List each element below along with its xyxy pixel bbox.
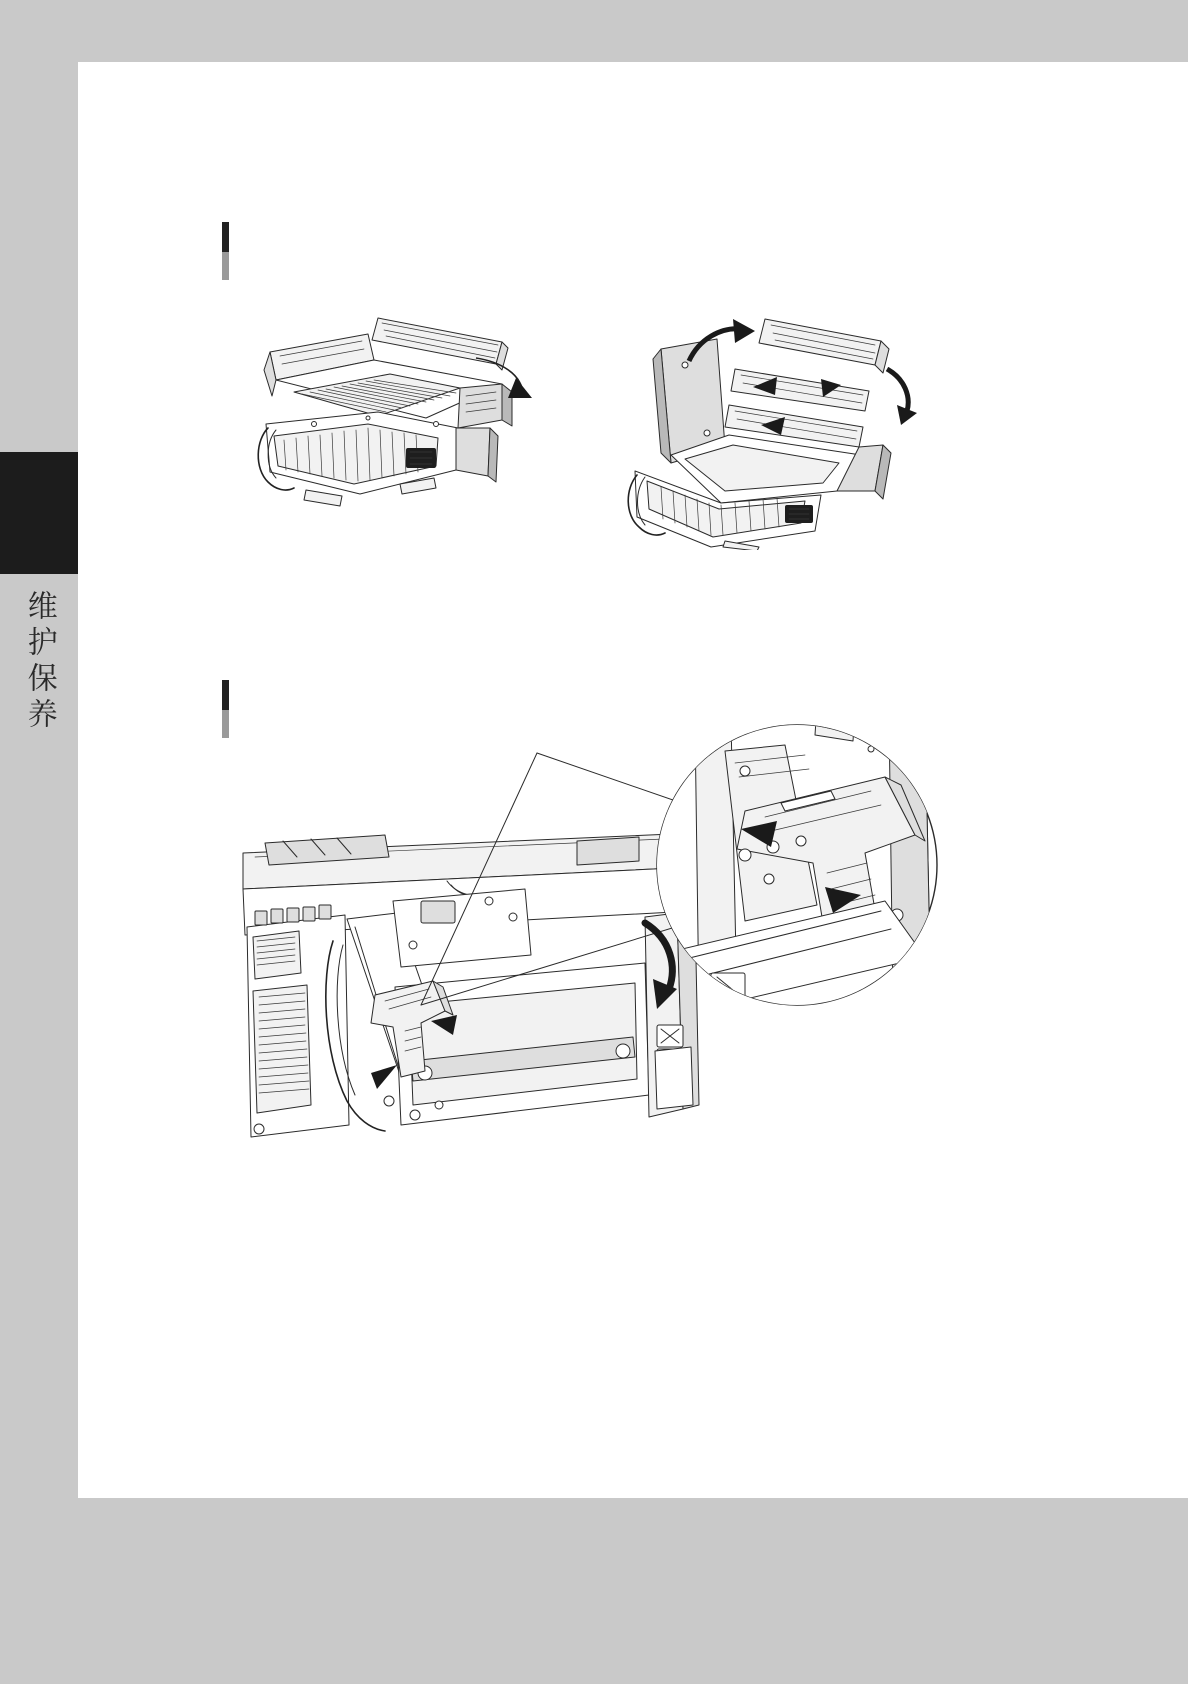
section-marker-upper bbox=[222, 222, 229, 280]
chapter-tab-label-text: 维护保养 bbox=[21, 590, 57, 734]
wall-tab-upper bbox=[657, 1025, 683, 1047]
chapter-tab-label bbox=[0, 574, 78, 796]
figure-bottom bbox=[225, 705, 945, 1175]
figure-top-left bbox=[250, 300, 550, 550]
arrow-icon-bracket-left bbox=[371, 1065, 397, 1089]
section-marker-upper-dark bbox=[222, 222, 229, 252]
chapter-thumb-tab bbox=[0, 452, 78, 574]
figure-top-right bbox=[625, 295, 925, 550]
section-marker-upper-light bbox=[222, 252, 229, 280]
callout-circle-icon bbox=[655, 705, 937, 1011]
rotation-arrow-icon-right bbox=[887, 369, 917, 425]
